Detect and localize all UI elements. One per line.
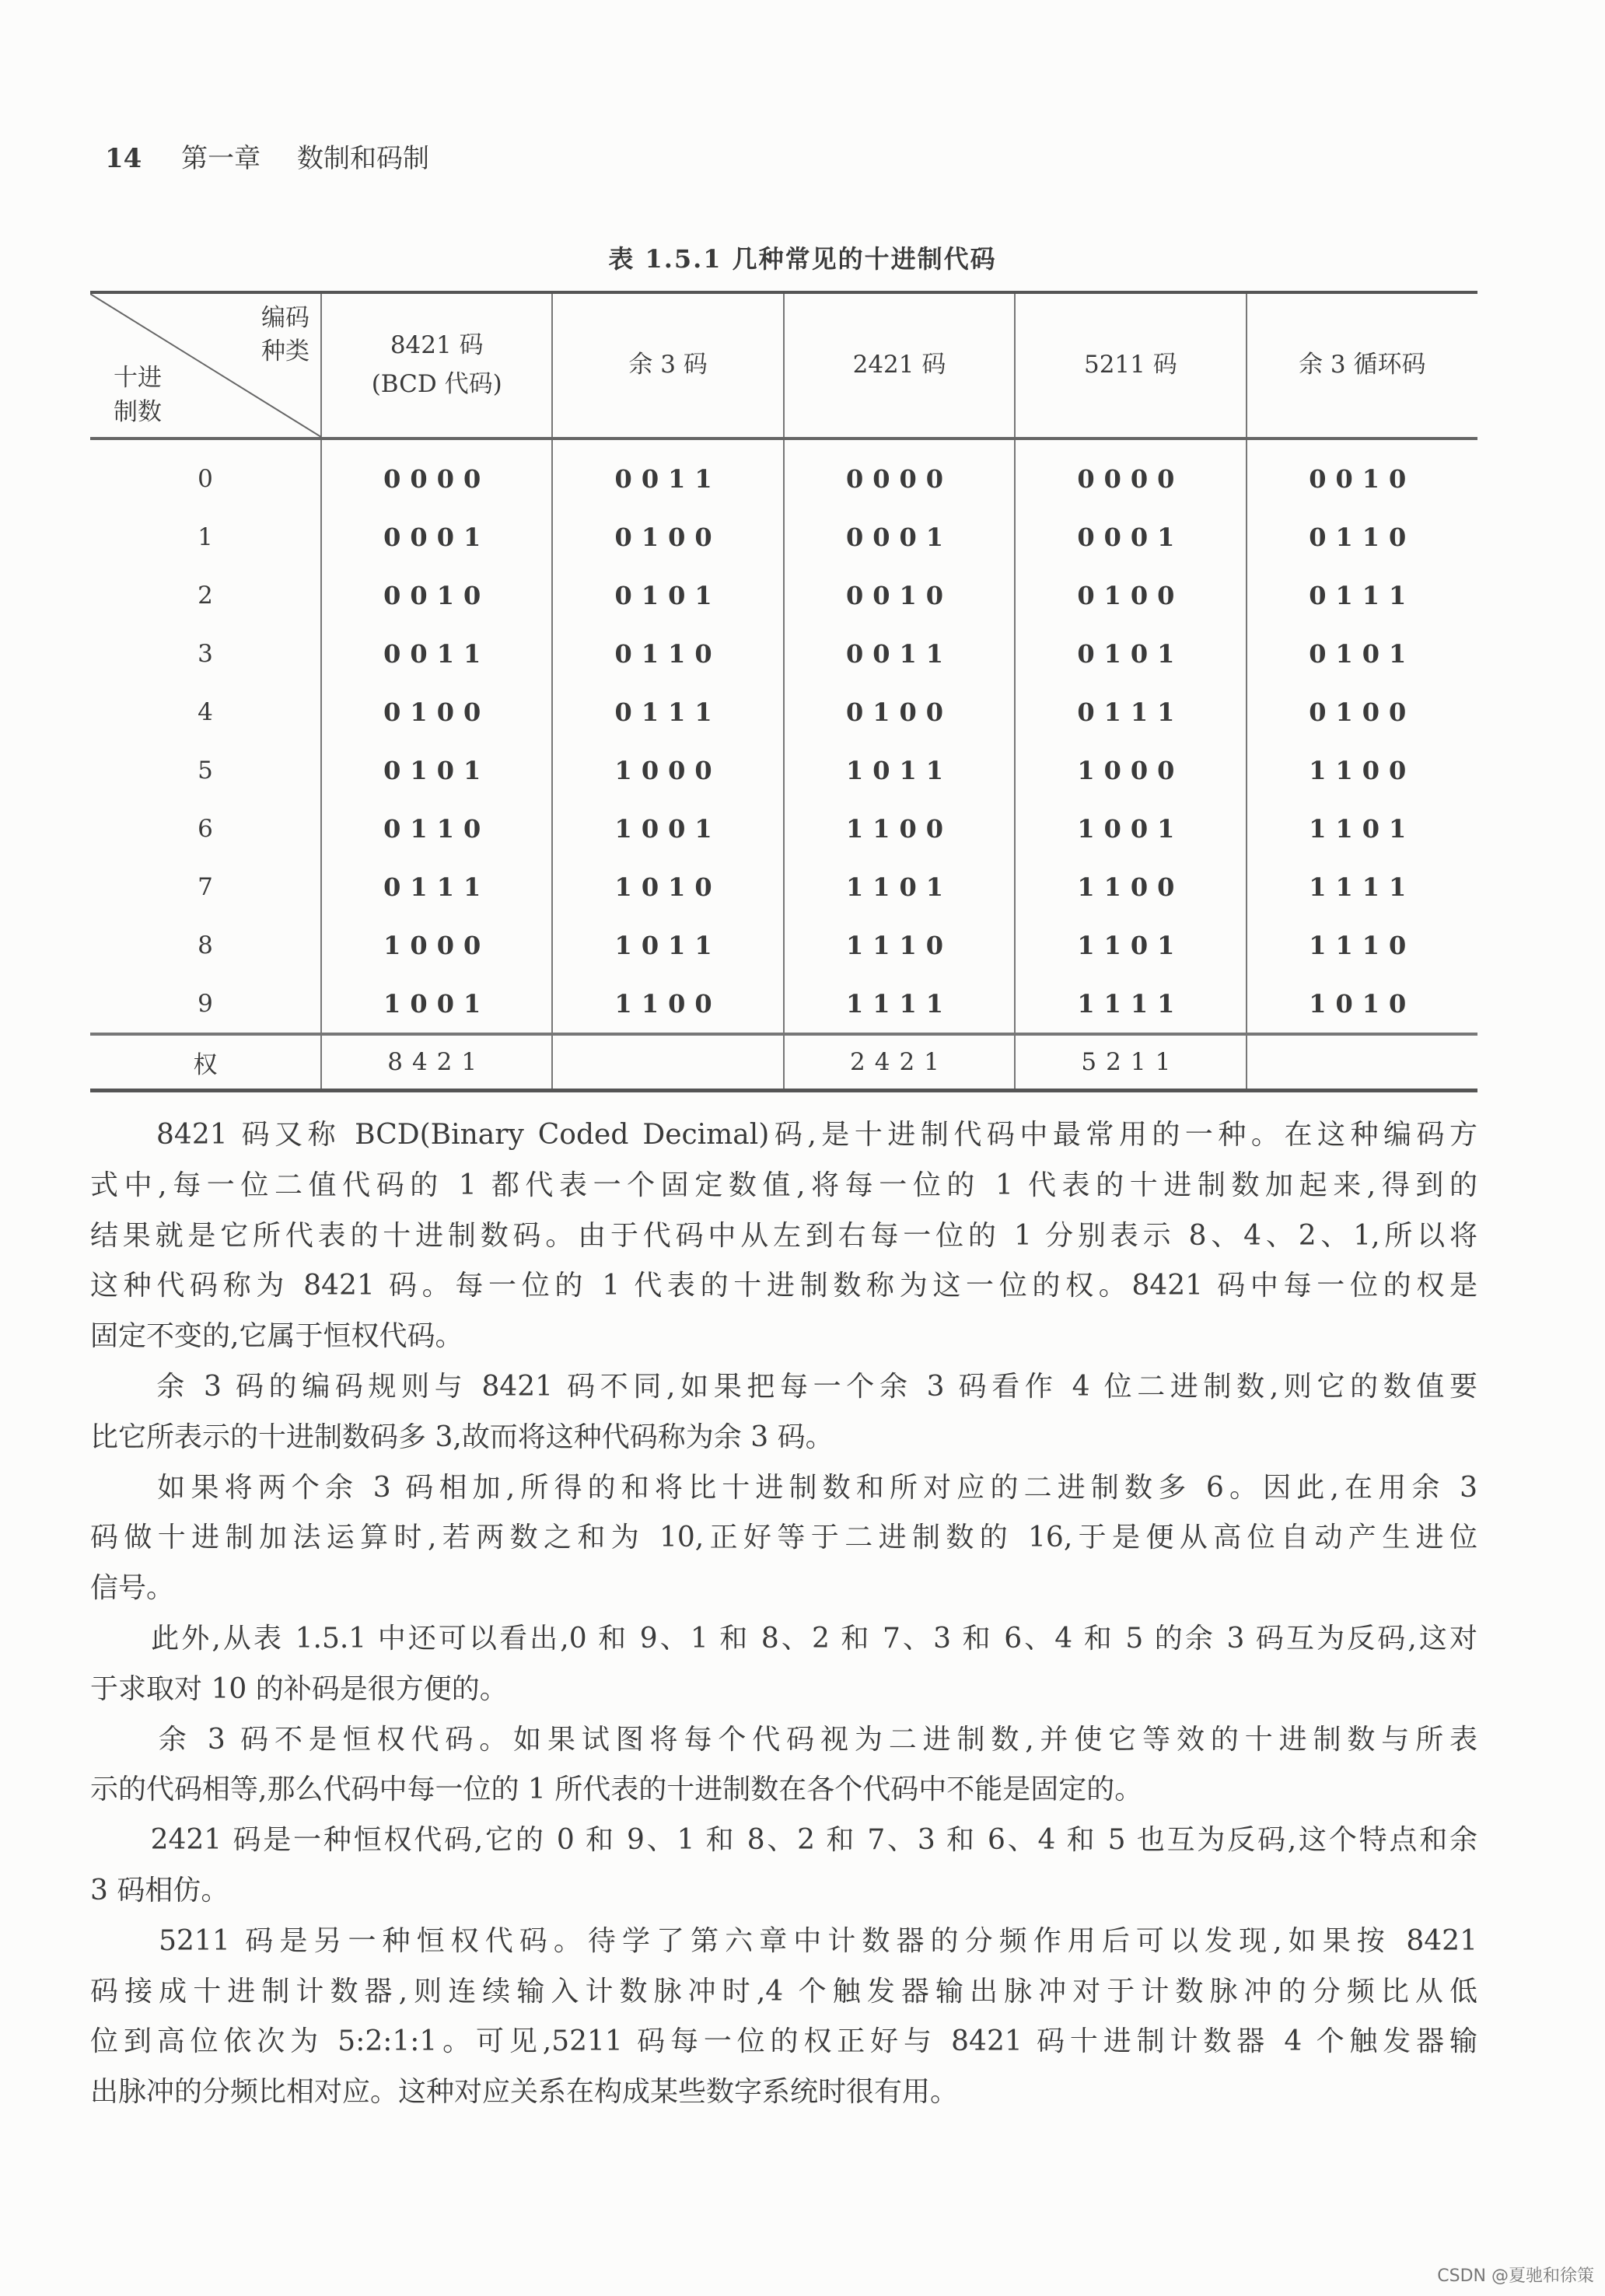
decimal-digit-cell: 0: [198, 464, 213, 493]
code-cell: 0101: [1015, 624, 1246, 683]
paragraph-line: 此外,从表 1.5.1 中还可以看出,0 和 9、1 和 8、2 和 7、3 和 6、4 和 5 的余 3 码互为反码,这对: [90, 1622, 1477, 1655]
paragraph-line: 码做十进制加法运算时,若两数之和为 10,正好等于二进制数的 16,于是便从高位自动产生进位: [90, 1522, 1477, 1554]
code-cell: 0011: [784, 624, 1015, 683]
decimal-digit-cell: 4: [198, 697, 213, 726]
weight-cell: 5211: [1015, 1034, 1246, 1091]
paragraph-line: 比它所表示的十进制数码多 3,故而将这种代码称为余 3 码。: [90, 1421, 834, 1453]
table-row: [90, 439, 1477, 508]
paragraph-line: 余 3 码的编码规则与 8421 码不同,如果把每一个余 3 码看作 4 位二进制数,则它的数值要: [90, 1370, 1477, 1403]
table-row: [90, 741, 1477, 799]
weight-label-cell: 权: [90, 1034, 321, 1091]
code-cell: 1101: [1015, 916, 1246, 974]
paragraph-line: 如果将两个余 3 码相加,所得的和将比十进制数和所对应的二进制数多 6。因此,在用余 3: [90, 1471, 1477, 1504]
code-cell: 1110: [784, 916, 1015, 974]
code-cell: 0100: [552, 508, 783, 566]
column-header-line1: 余 3 循环码: [1299, 351, 1426, 379]
code-cell: 0110: [552, 624, 783, 683]
code-cell: 0001: [784, 508, 1015, 566]
weight-cell: 2421: [784, 1034, 1015, 1091]
paragraph: [90, 1715, 1477, 1816]
body-text: [90, 1110, 1477, 2118]
paragraph-line: 余 3 码不是恒权代码。如果试图将每个代码视为二进制数,并使它等效的十进制数与所表: [90, 1723, 1477, 1756]
decimal-digit-cell: 9: [198, 989, 213, 1018]
paragraph-line: 5211 码是另一种恒权代码。待学了第六章中计数器的分频作用后可以发现,如果按 8421: [90, 1924, 1477, 1957]
decimal-digit-cell: 7: [198, 872, 213, 901]
code-cell: 0111: [552, 683, 783, 741]
column-header: [784, 292, 1015, 439]
code-cell: 1010: [1247, 974, 1477, 1034]
table-header-row: [90, 292, 1477, 439]
code-cell: 1101: [784, 858, 1015, 916]
table-row: [90, 683, 1477, 741]
code-cell: 0010: [321, 566, 552, 624]
code-cell: 1111: [1015, 974, 1246, 1034]
code-cell: 1100: [552, 974, 783, 1034]
corner-bottom-line: 制数: [114, 397, 162, 426]
table-row: [90, 858, 1477, 916]
column-header: [1015, 292, 1246, 439]
code-cell: 1000: [1015, 741, 1246, 799]
code-cell: 0011: [552, 439, 783, 508]
watermark: CSDN @夏驰和徐策: [1437, 2266, 1594, 2286]
column-header: [321, 292, 552, 439]
code-cell: 0100: [784, 683, 1015, 741]
decimal-digit-cell: 3: [198, 639, 213, 668]
paragraph-line: 信号。: [90, 1572, 175, 1605]
table-row: [90, 624, 1477, 683]
weight-cell: [552, 1034, 783, 1091]
code-cell: 1111: [784, 974, 1015, 1034]
corner-cell: [90, 292, 321, 439]
code-cell: 0001: [321, 508, 552, 566]
code-cell: 0100: [1015, 566, 1246, 624]
corner-bottom-line: 十进: [114, 364, 162, 393]
paragraph-line: 式中,每一位二值代码的 1 都代表一个固定数值,将每一位的 1 代表的十进制数加起来,得到的: [90, 1169, 1477, 1201]
code-cell: 0010: [784, 566, 1015, 624]
decimal-codes-table: [90, 291, 1477, 1092]
column-header-line2: (BCD 代码): [371, 370, 502, 398]
code-cell: 0100: [321, 683, 552, 741]
table-row: [90, 974, 1477, 1034]
code-cell: 0000: [321, 439, 552, 508]
corner-top-label: [261, 302, 309, 369]
code-cell: 0110: [1247, 508, 1477, 566]
chapter-label: 第一章: [181, 143, 261, 174]
weight-cell: [1247, 1034, 1477, 1091]
table-row: [90, 508, 1477, 566]
code-cell: 1111: [1247, 858, 1477, 916]
column-header: [1247, 292, 1477, 439]
column-header-line1: 余 3 码: [628, 351, 708, 379]
paragraph-line: 结果就是它所代表的十进制数码。由于代码中从左到右每一位的 1 分别表示 8、4、2、1,所以将: [90, 1219, 1477, 1252]
column-header-line1: 5211 码: [1083, 351, 1177, 379]
code-cell: 0101: [552, 566, 783, 624]
code-cell: 1001: [321, 974, 552, 1034]
code-cell: 0001: [1015, 508, 1246, 566]
paragraph-line: 码接成十进制计数器,则连续输入计数脉冲时,4 个触发器输出脉冲对于计数脉冲的分频比从低: [90, 1975, 1477, 2008]
code-cell: 1101: [1247, 799, 1477, 858]
code-cell: 0110: [321, 799, 552, 858]
paragraph-line: 3 码相仿。: [90, 1874, 229, 1906]
code-cell: 1100: [784, 799, 1015, 858]
paragraph-line: 示的代码相等,那么代码中每一位的 1 所代表的十进制数在各个代码中不能是固定的。: [90, 1774, 1143, 1806]
paragraph: [90, 1362, 1477, 1463]
paragraph-line: 于求取对 10 的补码是很方便的。: [90, 1672, 508, 1705]
page-number: 14: [105, 143, 142, 174]
code-cell: 1011: [552, 916, 783, 974]
table-row: [90, 566, 1477, 624]
decimal-digit-cell: 2: [198, 581, 213, 610]
decimal-digit-cell: 6: [198, 814, 213, 843]
code-cell: 1011: [784, 741, 1015, 799]
paragraph: [90, 1110, 1477, 1362]
code-cell: 0101: [1247, 624, 1477, 683]
table-caption: 表 1.5.1 几种常见的十进制代码: [608, 244, 997, 274]
table-row: [90, 799, 1477, 858]
paragraph-line: 2421 码是一种恒权代码,它的 0 和 9、1 和 8、2 和 7、3 和 6、4 和 5 也互为反码,这个特点和余: [90, 1824, 1477, 1857]
code-cell: 0111: [321, 858, 552, 916]
decimal-digit-cell: 1: [198, 522, 213, 551]
column-header-line1: 8421 码: [390, 331, 484, 360]
code-cell: 1001: [1015, 799, 1246, 858]
decimal-digit-cell: 5: [198, 756, 213, 785]
chapter-title: 数制和码制: [296, 143, 429, 174]
code-cell: 0111: [1015, 683, 1246, 741]
paragraph-line: 固定不变的,它属于恒权代码。: [90, 1320, 463, 1353]
corner-top-line: 种类: [261, 337, 309, 366]
code-cell: 1100: [1015, 858, 1246, 916]
table-row: [90, 916, 1477, 974]
code-cell: 0000: [1015, 439, 1246, 508]
code-cell: 1010: [552, 858, 783, 916]
code-cell: 1001: [552, 799, 783, 858]
code-cell: 0010: [1247, 439, 1477, 508]
paragraph-line: 这种代码称为 8421 码。每一位的 1 代表的十进制数称为这一位的权。8421 码中每一位的权是: [90, 1270, 1477, 1302]
corner-top-line: 编码: [261, 304, 309, 332]
corner-bottom-label: [114, 362, 162, 429]
paragraph-line: 出脉冲的分频比相对应。这种对应关系在构成某些数字系统时很有用。: [90, 2076, 959, 2109]
code-cell: 0100: [1247, 683, 1477, 741]
code-cell: 1000: [321, 916, 552, 974]
column-header-line1: 2421 码: [852, 351, 946, 379]
code-cell: 0101: [321, 741, 552, 799]
code-cell: 1110: [1247, 916, 1477, 974]
code-cell: 0011: [321, 624, 552, 683]
decimal-digit-cell: 8: [198, 931, 213, 959]
weight-row: [90, 1034, 1477, 1091]
column-header: [552, 292, 783, 439]
paragraph: [90, 1463, 1477, 1614]
paragraph-line: 8421 码又称 BCD(Binary Coded Decimal)码,是十进制代码中最常用的一种。在这种编码方: [90, 1119, 1477, 1151]
code-cell: 0000: [784, 439, 1015, 508]
paragraph-line: 位到高位依次为 5:2:1:1。可见,5211 码每一位的权正好与 8421 码十进制计数器 4 个触发器输: [90, 2025, 1477, 2058]
paragraph: [90, 1815, 1477, 1917]
code-cell: 0111: [1247, 566, 1477, 624]
code-cell: 1100: [1247, 741, 1477, 799]
paragraph: [90, 1614, 1477, 1715]
weight-cell: 8421: [321, 1034, 552, 1091]
running-header: [105, 137, 429, 175]
paragraph: [90, 1917, 1477, 2118]
code-cell: 1000: [552, 741, 783, 799]
